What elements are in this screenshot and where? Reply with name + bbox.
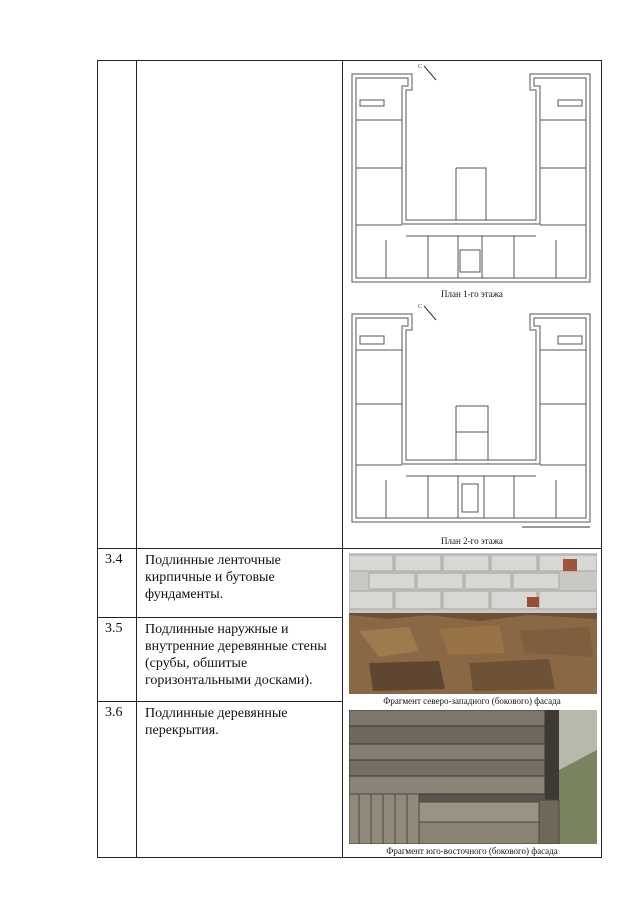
svg-text:С: С — [418, 64, 423, 70]
floor-plan-2 — [346, 300, 598, 532]
svg-text:С: С — [418, 304, 423, 310]
wooden-wall-photo — [349, 710, 597, 844]
foundation-photo-caption: Фрагмент северо-западного (бокового) фасада — [383, 696, 561, 706]
row-divider-3-4 — [97, 548, 602, 549]
table-col-divider-2 — [342, 60, 343, 858]
row-3-5-text: Подлинные наружные и внутренние деревянные стены (срубы, обшитые горизонтальными досками). — [145, 622, 327, 688]
row-3-6-number: 3.6 — [105, 705, 123, 720]
row-3-5-number: 3.5 — [105, 621, 123, 636]
row-3-6-text: Подлинные деревянные перекрытия. — [145, 706, 288, 738]
row-3-4-text: Подлинные ленточные кирпичные и бутовые фундаменты. — [145, 553, 281, 602]
floor-plan-1 — [346, 60, 598, 292]
table-bottom-border — [97, 857, 602, 858]
floor-plan-2-caption: План 2-го этажа — [441, 536, 503, 546]
row-divider-3-6 — [97, 701, 343, 702]
table-col-divider-1 — [136, 60, 137, 858]
wooden-wall-photo-caption: Фрагмент юго-восточного (бокового) фасада — [386, 846, 558, 856]
foundation-photo — [349, 553, 597, 694]
floor-plan-1-caption: План 1-го этажа — [441, 289, 503, 299]
table-right-border — [601, 60, 602, 858]
table-left-border — [97, 60, 98, 858]
row-divider-3-5 — [97, 617, 343, 618]
row-3-4-number: 3.4 — [105, 552, 123, 567]
